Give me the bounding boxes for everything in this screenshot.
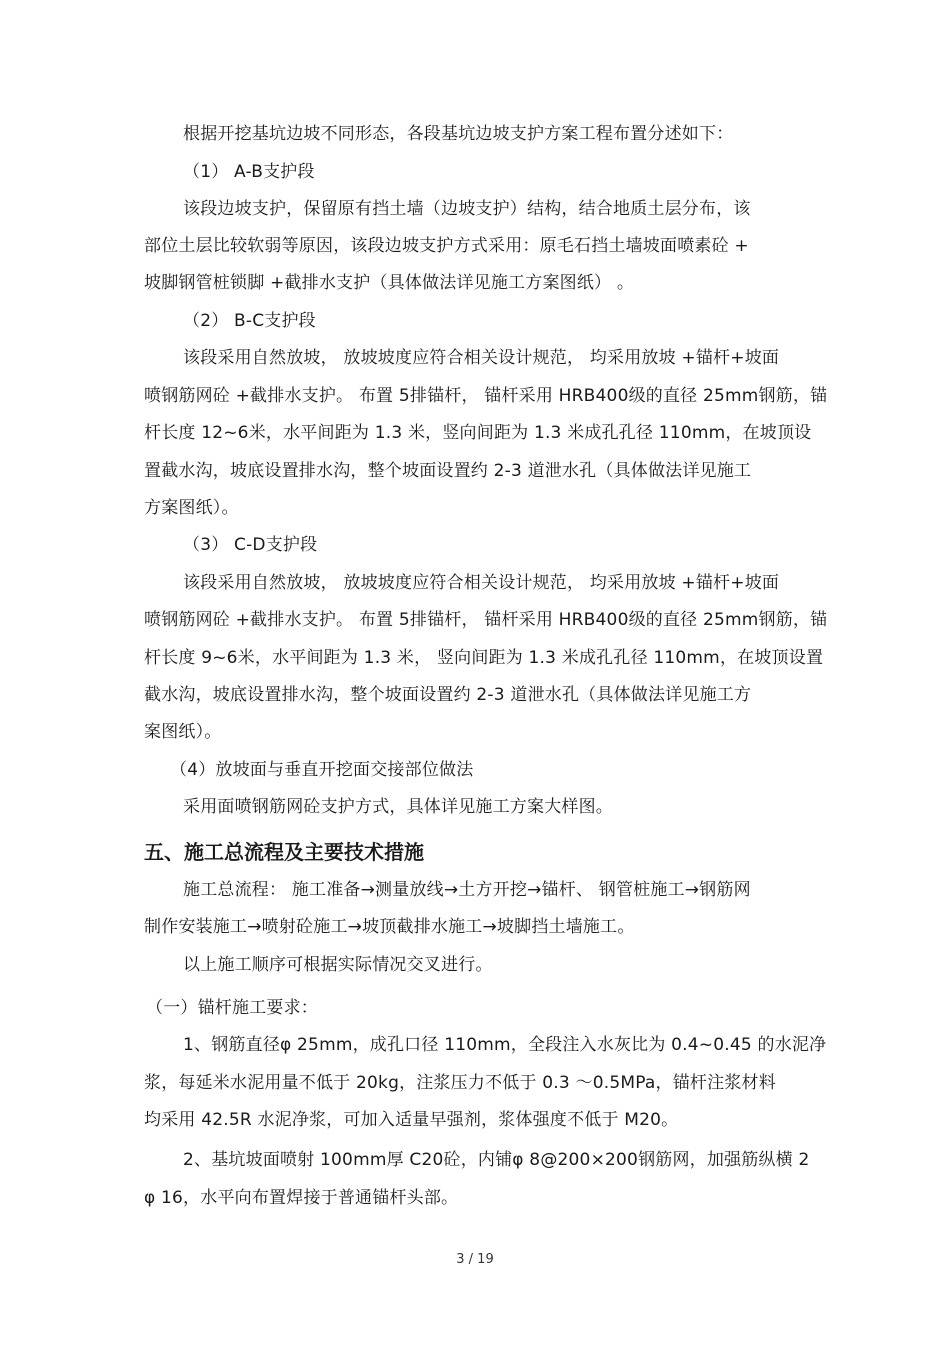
section-3-line: 截水沟，坡底设置排水沟，整个坡面设置约 2-3 道泄水孔（具体做法详见施工方 [144, 685, 752, 705]
flow-line: 制作安装施工→喷射砼施工→坡顶截排水施工→坡脚挡土墙施工。 [144, 917, 635, 937]
item-2-line: 2、基坑坡面喷射 100mm厚 C20砼，内铺φ 8@200×200钢筋网，加强筋纵横 2 [183, 1150, 810, 1170]
section-1-line: 部位土层比较软弱等原因，该段边坡支护方式采用：原毛石挡土墙坡面喷素砼 + [144, 236, 749, 256]
section-3-line: 案图纸）。 [144, 722, 222, 742]
item-2-line: φ 16，水平向布置焊接于普通锚杆头部。 [144, 1188, 459, 1208]
section-2-line: 该段采用自然放坡， 放坡坡度应符合相关设计规范， 均采用放坡 +锚杆+坡面 [183, 348, 780, 368]
section-3-title: （3） C-D支护段 [183, 535, 318, 555]
flow-line: 施工总流程： 施工准备→测量放线→土方开挖→锚杆、 钢管桩施工→钢筋网 [183, 880, 751, 900]
section-2-line: 置截水沟，坡底设置排水沟，整个坡面设置约 2-3 道泄水孔（具体做法详见施工 [144, 461, 752, 481]
section-2-line: 方案图纸）。 [144, 498, 239, 518]
section-2-line: 喷钢筋网砼 +截排水支护。 布置 5排锚杆， 锚杆采用 HRB400级的直径 25mm钢筋，锚 [144, 386, 828, 406]
chapter-heading: 五、施工总流程及主要技术措施 [144, 840, 424, 864]
sequence-note: 以上施工顺序可根据实际情况交叉进行。 [183, 955, 493, 975]
section-1-line: 坡脚钢管桩锁脚 +截排水支护（具体做法详见施工方案图纸） 。 [144, 273, 635, 293]
intro-paragraph: 根据开挖基坑边坡不同形态，各段基坑边坡支护方案工程布置分述如下： [183, 124, 734, 144]
section-2-line: 杆长度 12~6米，水平间距为 1.3 米，竖向间距为 1.3 米成孔孔径 110mm，在坡顶设 [144, 423, 812, 443]
item-1-line: 均采用 42.5R 水泥净浆，可加入适量早强剂，浆体强度不低于 M20。 [144, 1110, 679, 1130]
item-1-line: 1、钢筋直径φ 25mm，成孔口径 110mm，全段注入水灰比为 0.4~0.45 的水泥净 [183, 1035, 827, 1055]
subsection-title: （一）锚杆施工要求： [146, 998, 318, 1018]
section-2-title: （2） B-C支护段 [183, 311, 316, 331]
page-number: 3 / 19 [456, 1252, 494, 1267]
section-3-line: 喷钢筋网砼 +截排水支护。 布置 5排锚杆， 锚杆采用 HRB400级的直径 25mm钢筋，锚 [144, 610, 828, 630]
section-3-line: 杆长度 9~6米，水平间距为 1.3 米， 竖向间距为 1.3 米成孔孔径 110mm，在坡顶设置 [144, 648, 824, 668]
section-3-line: 该段采用自然放坡， 放坡坡度应符合相关设计规范， 均采用放坡 +锚杆+坡面 [183, 573, 780, 593]
section-1-title: （1） A-B支护段 [183, 162, 315, 182]
item-1-line: 浆，每延米水泥用量不低于 20kg，注浆压力不低于 0.3 ～0.5MPa，锚杆注浆材料 [144, 1073, 776, 1093]
section-4-title: （4）放坡面与垂直开挖面交接部位做法 [170, 760, 474, 780]
section-1-line: 该段边坡支护，保留原有挡土墙（边坡支护）结构，结合地质土层分布，该 [183, 199, 751, 219]
section-4-line: 采用面喷钢筋网砼支护方式，具体详见施工方案大样图。 [183, 797, 613, 817]
